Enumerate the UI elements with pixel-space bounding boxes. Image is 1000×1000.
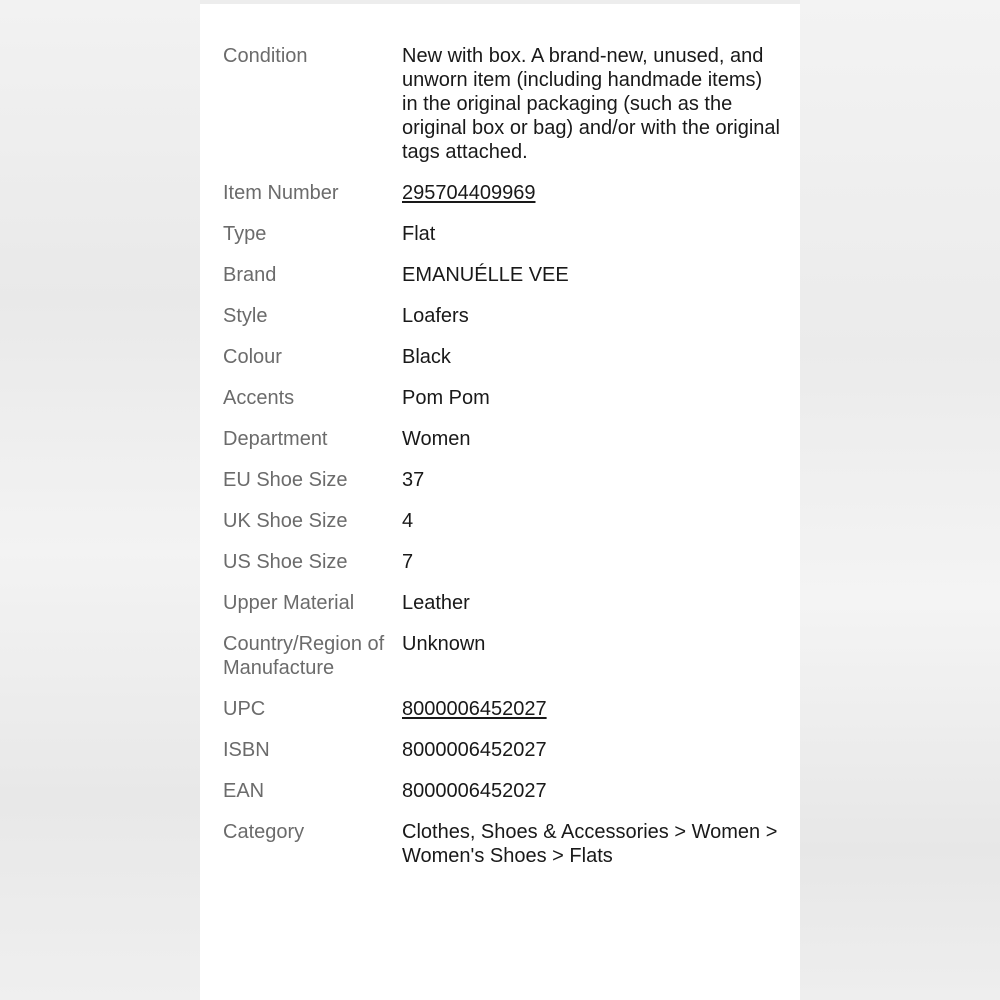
- spec-label: UK Shoe Size: [223, 510, 348, 532]
- spec-value: Black: [402, 346, 451, 368]
- spec-row-uk-shoe-size: [223, 509, 783, 533]
- spec-label: Item Number: [223, 182, 339, 204]
- spec-row-ean: [223, 779, 783, 803]
- spec-row-upc: [223, 697, 783, 721]
- spec-label: UPC: [223, 698, 266, 720]
- category-breadcrumb: Clothes, Shoes & Accessories > Women > Women's Shoes > Flats: [402, 821, 778, 867]
- spec-label: Upper Material: [223, 592, 355, 614]
- spec-value: Flat: [402, 223, 436, 245]
- spec-label: Condition: [223, 45, 308, 67]
- spec-row-accents: [223, 386, 783, 410]
- spec-value: 8000006452027: [402, 780, 547, 802]
- spec-label: Colour: [223, 346, 282, 368]
- spec-label: Type: [223, 223, 267, 245]
- spec-label: Brand: [223, 264, 277, 286]
- spec-row-department: [223, 427, 783, 451]
- spec-label: Category: [223, 821, 305, 843]
- spec-value: Loafers: [402, 305, 469, 327]
- spec-value: 4: [402, 510, 414, 532]
- spec-value: 37: [402, 469, 425, 491]
- spec-label: US Shoe Size: [223, 551, 348, 573]
- background-right: [800, 0, 1000, 1000]
- spec-value: New with box. A brand-new, unused, and unworn item (including handmade items) in the original packaging (such as the original box or bag) and/or with the original tags attached.: [402, 45, 780, 163]
- spec-label: EAN: [223, 780, 265, 802]
- spec-row-upper-material: [223, 591, 783, 615]
- spec-label: EU Shoe Size: [223, 469, 348, 491]
- spec-label: Department: [223, 428, 328, 450]
- spec-value: 7: [402, 551, 414, 573]
- spec-row-category: [223, 820, 783, 868]
- spec-value: Women: [402, 428, 471, 450]
- item-specifics-list: [223, 44, 783, 885]
- spec-label: Accents: [223, 387, 295, 409]
- upc-link[interactable]: 8000006452027: [402, 698, 547, 720]
- spec-row-colour: [223, 345, 783, 369]
- spec-row-condition: [223, 44, 783, 164]
- spec-value: 8000006452027: [402, 739, 547, 761]
- spec-label: Country/Region of Manufacture: [223, 633, 385, 679]
- spec-value: EMANUÉLLE VEE: [402, 264, 569, 286]
- spec-row-isbn: [223, 738, 783, 762]
- spec-row-eu-shoe-size: [223, 468, 783, 492]
- spec-row-item-number: [223, 181, 783, 205]
- spec-row-brand: [223, 263, 783, 287]
- spec-row-us-shoe-size: [223, 550, 783, 574]
- spec-label: Style: [223, 305, 268, 327]
- item-specifics-card: [200, 4, 800, 1000]
- spec-row-country-of-manufacture: [223, 632, 783, 680]
- spec-row-style: [223, 304, 783, 328]
- spec-value: Unknown: [402, 633, 486, 655]
- item-number-link[interactable]: 295704409969: [402, 182, 536, 204]
- spec-value: Pom Pom: [402, 387, 490, 409]
- spec-label: ISBN: [223, 739, 270, 761]
- spec-value: Leather: [402, 592, 470, 614]
- background-left: [0, 0, 200, 1000]
- spec-row-type: [223, 222, 783, 246]
